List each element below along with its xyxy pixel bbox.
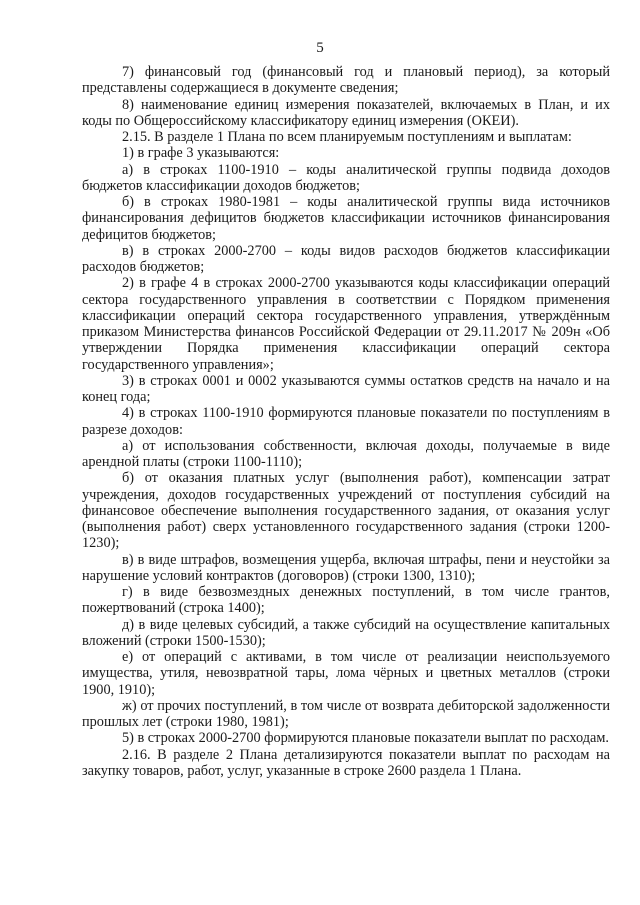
paragraph-section-2-15: 2.15. В разделе 1 Плана по всем планируемым поступлениям и выплатам: [122, 129, 572, 145]
paragraph-column-3: 1) в графе 3 указываются: [122, 145, 280, 162]
page-number: 5 [316, 40, 324, 56]
paragraph-income-codes: а) в строках 1100-1910 – коды аналитической группы подвида доходов бюджетов классификации доходов бюджетов; [82, 161, 610, 194]
paragraph-column-4: 2) в графе 4 в строках 2000-2700 указываются коды классификации операций сектора государственного управления в соответствии с Порядком применения классификации операций сектора государственного управления, утверждённым приказом Министерства финансов Российской Федерации от 29.11.2017 № 209н «Об утверждении Порядка применения классификации операций сектора государственного управления»; [82, 275, 610, 373]
document-body [82, 64, 610, 779]
paragraph-revenue-plan: 4) в строках 1100-1910 формируются плановые показатели по поступлениям в разрезе доходов: [82, 405, 610, 438]
paragraph-subsidies: д) в виде целевых субсидий, а также субсидий на осуществление капитальных вложений (строки 1500-1530); [82, 616, 610, 649]
paragraph-asset-operations: е) от операций с активами, в том числе от реализации неиспользуемого имущества, утиля, невозвратной тары, лома чёрных и цветных металлов (строки 1900, 1910); [82, 649, 610, 698]
paragraph-paid-services: б) от оказания платных услуг (выполнения работ), компенсации затрат учреждения, доходов государственных учреждений от поступления субсидий на финансовое обеспечение выполнения государственного задания, от оказания услуг (выполнения работ) сверх установленного государственного задания (строки 1200-1230); [82, 470, 610, 552]
paragraph-item-7: 7) финансовый год (финансовый год и плановый период), за который представлены содержащиеся в документе сведения; [82, 64, 610, 97]
paragraph-property-income: а) от использования собственности, включая доходы, получаемые в виде арендной платы (строки 1100-1110); [82, 437, 610, 470]
paragraph-expense-plan: 5) в строках 2000-2700 формируются плановые показатели выплат по расходам. [122, 730, 609, 747]
paragraph-deficit-codes: б) в строках 1980-1981 – коды аналитической группы вида источников финансирования дефицитов бюджетов классификации источников финансирования дефицитов бюджетов; [82, 194, 610, 243]
paragraph-item-8: 8) наименование единиц измерения показателей, включаемых в План, и их коды по Общероссийскому классификатору единиц измерения (ОКЕИ). [82, 96, 610, 129]
paragraph-grants: г) в виде безвозмездных денежных поступлений, в том числе грантов, пожертвований (строка 1400); [82, 584, 610, 617]
paragraph-section-2-16: 2.16. В разделе 2 Плана детализируются показатели выплат по расходам на закупку товаров, работ, услуг, указанные в строке 2600 раздела 1 Плана. [82, 746, 610, 779]
paragraph-other-income: ж) от прочих поступлений, в том числе от возврата дебиторской задолженности прошлых лет (строки 1980, 1981); [82, 697, 610, 730]
paragraph-expense-codes: в) в строках 2000-2700 – коды видов расходов бюджетов классификации расходов бюджетов; [82, 242, 610, 275]
paragraph-fines: в) в виде штрафов, возмещения ущерба, включая штрафы, пени и неустойки за нарушение условий контрактов (договоров) (строки 1300, 1310); [82, 551, 610, 584]
paragraph-balances: 3) в строках 0001 и 0002 указываются суммы остатков средств на начало и на конец года; [82, 372, 610, 405]
